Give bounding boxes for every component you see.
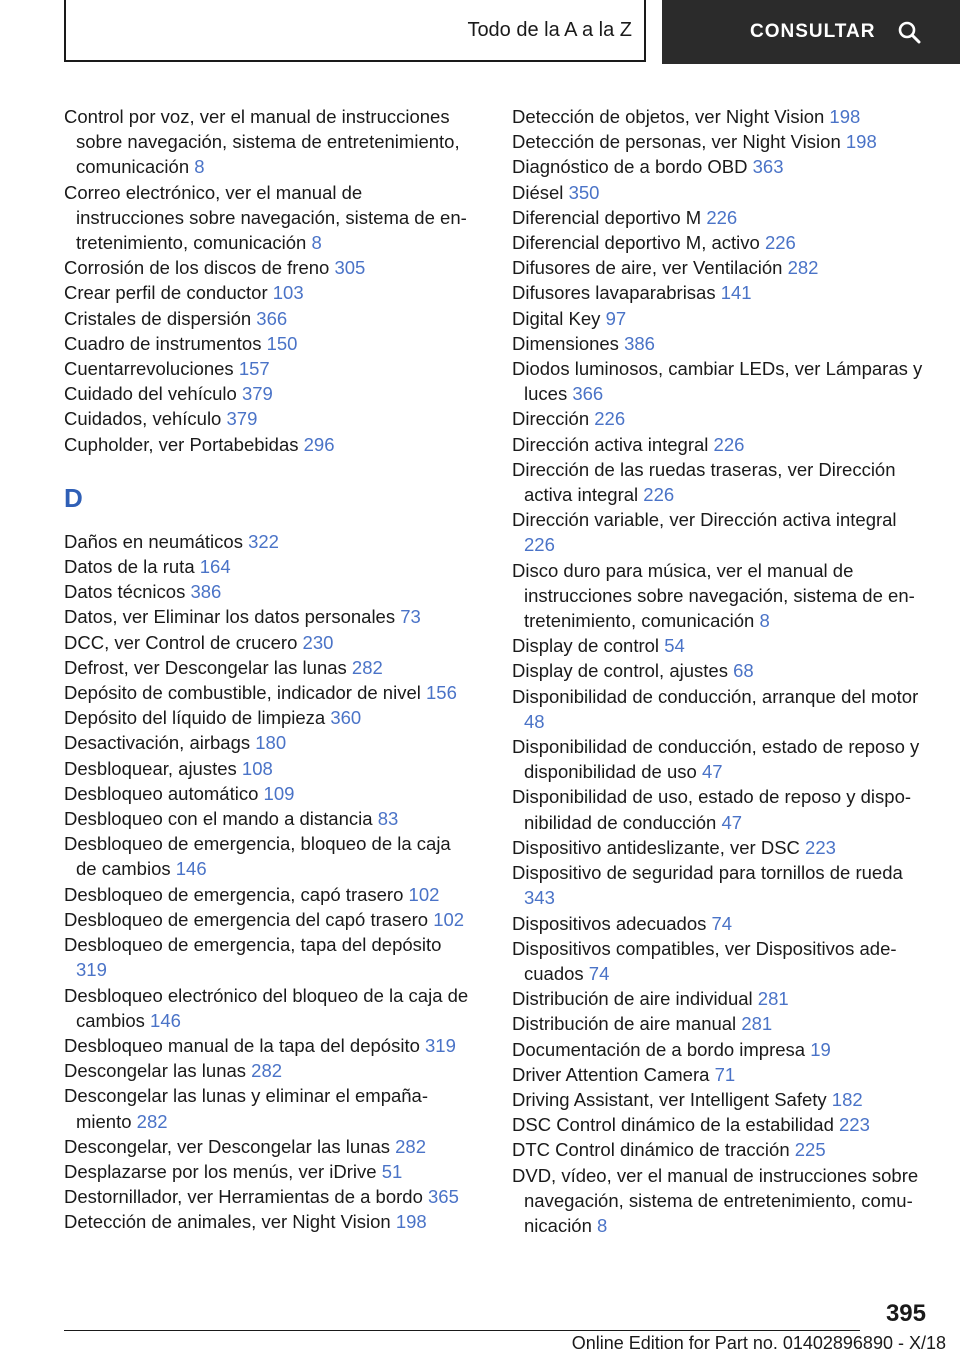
index-entry <box>64 730 474 755</box>
index-entry-text: Disponibilidad de conducción, estado de reposo y disponibilidad de uso <box>512 736 920 783</box>
index-entry <box>512 860 932 910</box>
tab-consult-label: CONSULTAR <box>750 21 876 42</box>
tab-a-to-z-label: Todo de la A a la Z <box>467 18 632 41</box>
index-entry-text: Disponibilidad de conducción, arranque del motor <box>512 685 919 707</box>
index-entry-text: Display de control <box>512 635 660 657</box>
page-link[interactable]: 150 <box>266 332 298 354</box>
index-entry <box>512 331 932 356</box>
index-entry <box>64 756 474 781</box>
page-link[interactable]: 366 <box>572 383 604 405</box>
index-entry-text: Dispositivo antideslizante, ver DSC <box>512 836 800 858</box>
footer-edition: Online Edition for Part no. 01402896890 - X/18 <box>571 1333 946 1353</box>
index-entry-text: Detección de objetos, ver Night Vision <box>512 106 825 127</box>
index-entry <box>512 104 932 129</box>
index-entry <box>64 104 474 180</box>
index-entry-text: Dirección variable, ver Dirección activa integral <box>512 509 897 531</box>
index-entry-text: Desactivación, airbags <box>64 732 251 754</box>
page-number: 395 <box>885 1300 926 1327</box>
page-link[interactable]: 322 <box>248 530 279 552</box>
index-entry <box>512 280 932 305</box>
index-entry-text: Datos de la ruta <box>64 556 195 578</box>
index-entry-text: Desbloqueo manual de la tapa del depósito <box>64 1034 420 1056</box>
page-link[interactable]: 360 <box>330 707 362 729</box>
index-entry <box>512 1137 932 1162</box>
index-entry-text: Destornillador, ver Herramientas de a bordo <box>64 1186 423 1208</box>
page-link[interactable]: 226 <box>643 484 675 506</box>
index-entry <box>64 1033 474 1058</box>
index-entry-text: Desbloqueo de emergencia, tapa del depósito <box>64 934 442 956</box>
index-entry-text: Depósito del líquido de limpieza <box>64 707 326 729</box>
index-entry <box>512 835 932 860</box>
index-entry-text: Diodos luminosos, cambiar LEDs, ver Lámparas y luces <box>512 358 923 405</box>
index-entry <box>512 205 932 230</box>
index-entry <box>512 1163 932 1239</box>
index-entry-text: Diferencial deportivo M, activo <box>512 232 760 254</box>
page-link[interactable]: 363 <box>752 156 784 178</box>
index-entry-text: Dimensiones <box>512 332 619 354</box>
page-link[interactable]: 182 <box>831 1088 863 1110</box>
index-entry <box>512 1062 932 1087</box>
index-entry <box>512 255 932 280</box>
index-entry <box>512 406 932 431</box>
index-entry-text: Cupholder, ver Portabebidas <box>64 433 299 455</box>
index-entry <box>512 986 932 1011</box>
index-entry-text: Cuidado del vehículo <box>64 383 237 405</box>
index-entry <box>512 432 932 457</box>
page-link[interactable]: 223 <box>839 1114 870 1136</box>
index-entry-text: Distribución de aire manual <box>512 1013 737 1035</box>
page-link[interactable]: 282 <box>395 1135 426 1157</box>
search-icon <box>897 20 921 44</box>
index-entry <box>512 784 932 834</box>
index-entry-text: Detección de personas, ver Night Vision <box>512 131 841 153</box>
index-entry-text: Descongelar las lunas <box>64 1060 247 1082</box>
index-entry-text: Desbloquear, ajustes <box>64 757 237 779</box>
index-entry <box>512 558 932 634</box>
page-link[interactable]: 305 <box>334 257 366 279</box>
index-entry-text: Dirección de las ruedas traseras, ver Dirección activa integral <box>512 458 896 506</box>
index-entry-text: DCC, ver Control de crucero <box>64 631 298 653</box>
page-link[interactable]: 226 <box>706 206 738 228</box>
page-link[interactable]: 198 <box>395 1211 427 1233</box>
page-link[interactable]: 141 <box>720 282 752 304</box>
index-entry-text: Depósito de combustible, indicador de nivel <box>64 682 421 704</box>
page-link[interactable]: 54 <box>664 635 685 657</box>
index-entry-text: Desbloqueo de emergencia, bloqueo de la caja de cambios <box>64 833 451 880</box>
page-link[interactable]: 146 <box>175 858 207 880</box>
page-link[interactable]: 164 <box>199 556 231 578</box>
index-entry-text: Datos técnicos <box>64 581 186 603</box>
index-entry <box>512 507 932 557</box>
index-entry-text: Datos, ver Eliminar los datos personales <box>64 606 396 628</box>
index-entry-text: Control por voz, ver el manual de instrucciones sobre navegación, sistema de entretenimiento, comunicación <box>64 106 460 178</box>
index-entry <box>512 936 932 986</box>
page-link[interactable]: 48 <box>524 710 545 732</box>
page-link[interactable]: 230 <box>302 631 334 653</box>
page-link[interactable]: 296 <box>303 433 335 455</box>
index-entry <box>64 806 474 831</box>
page-link[interactable]: 8 <box>759 610 770 632</box>
page-link[interactable]: 103 <box>272 282 304 304</box>
index-list-d-continued <box>512 104 932 1238</box>
index-entry-text: Desbloqueo de emergencia, capó trasero <box>64 883 404 905</box>
index-entry-text: Diferencial deportivo M <box>512 206 702 228</box>
page-link[interactable]: 97 <box>605 307 627 329</box>
page-link[interactable]: 282 <box>136 1110 168 1132</box>
page-link[interactable]: 226 <box>764 232 796 254</box>
index-entry-text: Desbloqueo con el mando a distancia <box>64 808 373 830</box>
section-letter: D <box>64 482 83 513</box>
page-link[interactable]: 198 <box>845 131 877 153</box>
index-entry <box>64 1184 474 1209</box>
index-entry-text: Defrost, ver Descongelar las lunas <box>64 656 347 678</box>
index-entry-text: Digital Key <box>512 307 601 329</box>
tab-consult[interactable] <box>662 0 960 64</box>
index-entry <box>64 705 474 730</box>
page-link[interactable]: 74 <box>711 912 733 934</box>
index-entry <box>512 230 932 255</box>
page-link[interactable]: 74 <box>588 962 610 984</box>
index-entry-text: Dirección activa integral <box>512 433 709 455</box>
index-entry-text: Documentación de a bordo impresa <box>512 1038 806 1060</box>
index-entry-text: DVD, vídeo, ver el manual de instrucciones sobre navegación, sistema de entretenimiento, comunicación <box>512 1164 919 1236</box>
index-entry-text: Distribución de aire individual <box>512 988 753 1010</box>
index-entry <box>64 579 474 604</box>
page-link[interactable]: 226 <box>524 534 555 556</box>
page-link[interactable]: 282 <box>787 257 819 279</box>
index-entry <box>64 781 474 806</box>
index-entry-text: Driver Attention Camera <box>512 1063 710 1085</box>
page-link[interactable]: 319 <box>425 1034 456 1056</box>
index-entry <box>64 655 474 680</box>
page-link[interactable]: 156 <box>426 682 457 704</box>
page-link[interactable]: 19 <box>810 1038 831 1060</box>
page-link[interactable]: 282 <box>351 656 383 678</box>
index-entry-text: Difusores lavaparabrisas <box>512 282 716 304</box>
index-entry <box>64 604 474 629</box>
index-entry-text: Daños en neumáticos <box>64 530 243 552</box>
index-entry-text: Dispositivos compatibles, ver Dispositivos adecuados <box>512 937 897 984</box>
page-link[interactable]: 51 <box>381 1160 403 1182</box>
index-entry <box>64 1134 474 1159</box>
page-link[interactable]: 386 <box>190 581 222 603</box>
page-link[interactable]: 68 <box>733 660 754 682</box>
page-link[interactable]: 108 <box>241 757 273 779</box>
index-entry <box>512 911 932 936</box>
index-entry <box>64 529 474 554</box>
index-entry <box>512 658 932 683</box>
index-entry <box>64 381 474 406</box>
index-entry-text: Diagnóstico de a bordo OBD <box>512 156 748 178</box>
index-entry-text: DSC Control dinámico de la estabilidad <box>512 1114 834 1136</box>
page-link[interactable]: 282 <box>251 1060 283 1082</box>
page-link[interactable]: 157 <box>238 358 270 380</box>
index-entry-text: Descongelar, ver Descongelar las lunas <box>64 1135 390 1157</box>
index-entry <box>512 306 932 331</box>
index-entry <box>512 1112 932 1137</box>
index-entry-text: Descongelar las lunas y eliminar el empañamiento <box>64 1085 429 1132</box>
page-link[interactable]: 319 <box>76 959 107 981</box>
index-entry <box>64 1083 474 1133</box>
page-link[interactable]: 223 <box>805 836 836 858</box>
page-link[interactable]: 365 <box>428 1186 459 1208</box>
index-entry <box>512 1087 932 1112</box>
index-entry <box>512 1011 932 1036</box>
index-entry <box>512 633 932 658</box>
index-entry-text: Cristales de dispersión <box>64 307 252 329</box>
index-entry <box>64 882 474 907</box>
index-entry <box>512 684 932 734</box>
footer-divider <box>64 1330 860 1331</box>
index-entry <box>512 129 932 154</box>
index-column-left <box>64 104 474 1235</box>
index-entry <box>64 406 474 431</box>
index-entry-text: Dispositivo de seguridad para tornillos de rueda <box>512 862 903 884</box>
page-link[interactable]: 73 <box>400 606 421 628</box>
page-link[interactable]: 343 <box>524 887 555 909</box>
tab-a-to-z[interactable] <box>64 0 646 62</box>
index-entry-text: Crear perfil de conductor <box>64 282 268 304</box>
index-entry <box>64 180 474 256</box>
page-link[interactable]: 225 <box>794 1139 826 1161</box>
page-link[interactable]: 386 <box>624 332 655 354</box>
index-entry <box>64 1058 474 1083</box>
index-entry-text: Disponibilidad de uso, estado de reposo y disponibilidad de conducción <box>512 786 912 833</box>
index-entry <box>512 457 932 507</box>
page-link[interactable]: 8 <box>311 232 322 254</box>
top-navigation <box>0 0 960 66</box>
index-entry <box>64 356 474 381</box>
page-link[interactable]: 281 <box>757 988 789 1010</box>
index-entry-text: Dispositivos adecuados <box>512 912 707 934</box>
index-entry-text: Cuentarrevoluciones <box>64 358 234 380</box>
page-link[interactable]: 226 <box>713 433 745 455</box>
index-entry-text: Desplazarse por los menús, ver iDrive <box>64 1160 377 1182</box>
index-entry <box>512 180 932 205</box>
index-entry <box>64 432 474 457</box>
index-entry-text: Detección de animales, ver Night Vision <box>64 1211 391 1233</box>
index-entry <box>64 255 474 280</box>
index-entry-text: Diésel <box>512 181 564 203</box>
page-link[interactable]: 379 <box>226 408 258 430</box>
page-link[interactable]: 281 <box>741 1013 773 1035</box>
page-link[interactable]: 102 <box>433 908 465 930</box>
index-entry-text: Cuadro de instrumentos <box>64 332 262 354</box>
index-list-c <box>64 104 474 457</box>
index-entry-text: DTC Control dinámico de tracción <box>512 1139 790 1161</box>
index-entry-text: Desbloqueo automático <box>64 782 259 804</box>
page-link[interactable]: 226 <box>594 408 626 430</box>
index-entry-text: Disco duro para música, ver el manual de instrucciones sobre navegación, sistema de entretenimiento, comunicación <box>512 559 915 632</box>
index-entry <box>64 1159 474 1184</box>
page-link[interactable]: 71 <box>714 1063 736 1085</box>
index-entry <box>64 932 474 982</box>
page-link[interactable]: 366 <box>256 307 288 329</box>
page-link[interactable]: 83 <box>377 808 399 830</box>
index-entry <box>64 280 474 305</box>
page-link[interactable]: 146 <box>150 1009 181 1031</box>
index-entry <box>64 1209 474 1234</box>
index-entry-text: Desbloqueo de emergencia del capó trasero <box>64 908 429 930</box>
index-entry <box>512 1037 932 1062</box>
index-entry-text: Difusores de aire, ver Ventilación <box>512 257 783 279</box>
index-entry <box>512 356 932 406</box>
page-link[interactable]: 379 <box>241 383 273 405</box>
page-link[interactable]: 8 <box>597 1214 608 1236</box>
index-entry-text: Correo electrónico, ver el manual de instrucciones sobre navegación, sistema de entretenimiento, comunicación <box>64 181 467 254</box>
index-entry-text: Desbloqueo electrónico del bloqueo de la caja de cambios <box>64 984 469 1031</box>
index-entry-text: Dirección <box>512 408 590 430</box>
page-link[interactable]: 47 <box>721 811 743 833</box>
index-entry <box>64 630 474 655</box>
index-entry <box>64 331 474 356</box>
page-link[interactable]: 109 <box>263 782 295 804</box>
page-link[interactable]: 198 <box>829 106 861 127</box>
index-column-right <box>512 104 932 1238</box>
index-entry <box>64 680 474 705</box>
index-entry <box>64 554 474 579</box>
page-link[interactable]: 8 <box>194 156 205 178</box>
page-link[interactable]: 350 <box>568 181 600 203</box>
index-entry-text: Display de control, ajustes <box>512 660 728 682</box>
index-entry <box>64 907 474 932</box>
index-entry <box>512 734 932 784</box>
index-entry <box>64 983 474 1033</box>
index-entry <box>512 154 932 179</box>
index-entry-text: Corrosión de los discos de freno <box>64 257 330 279</box>
index-entry <box>64 306 474 331</box>
page-link[interactable]: 102 <box>408 883 440 905</box>
index-entry-text: Cuidados, vehículo <box>64 408 222 430</box>
page-link[interactable]: 180 <box>255 732 287 754</box>
index-entry <box>64 831 474 881</box>
index-entry-text: Driving Assistant, ver Intelligent Safety <box>512 1088 827 1110</box>
page-link[interactable]: 47 <box>701 761 723 783</box>
index-list-d <box>64 529 474 1235</box>
